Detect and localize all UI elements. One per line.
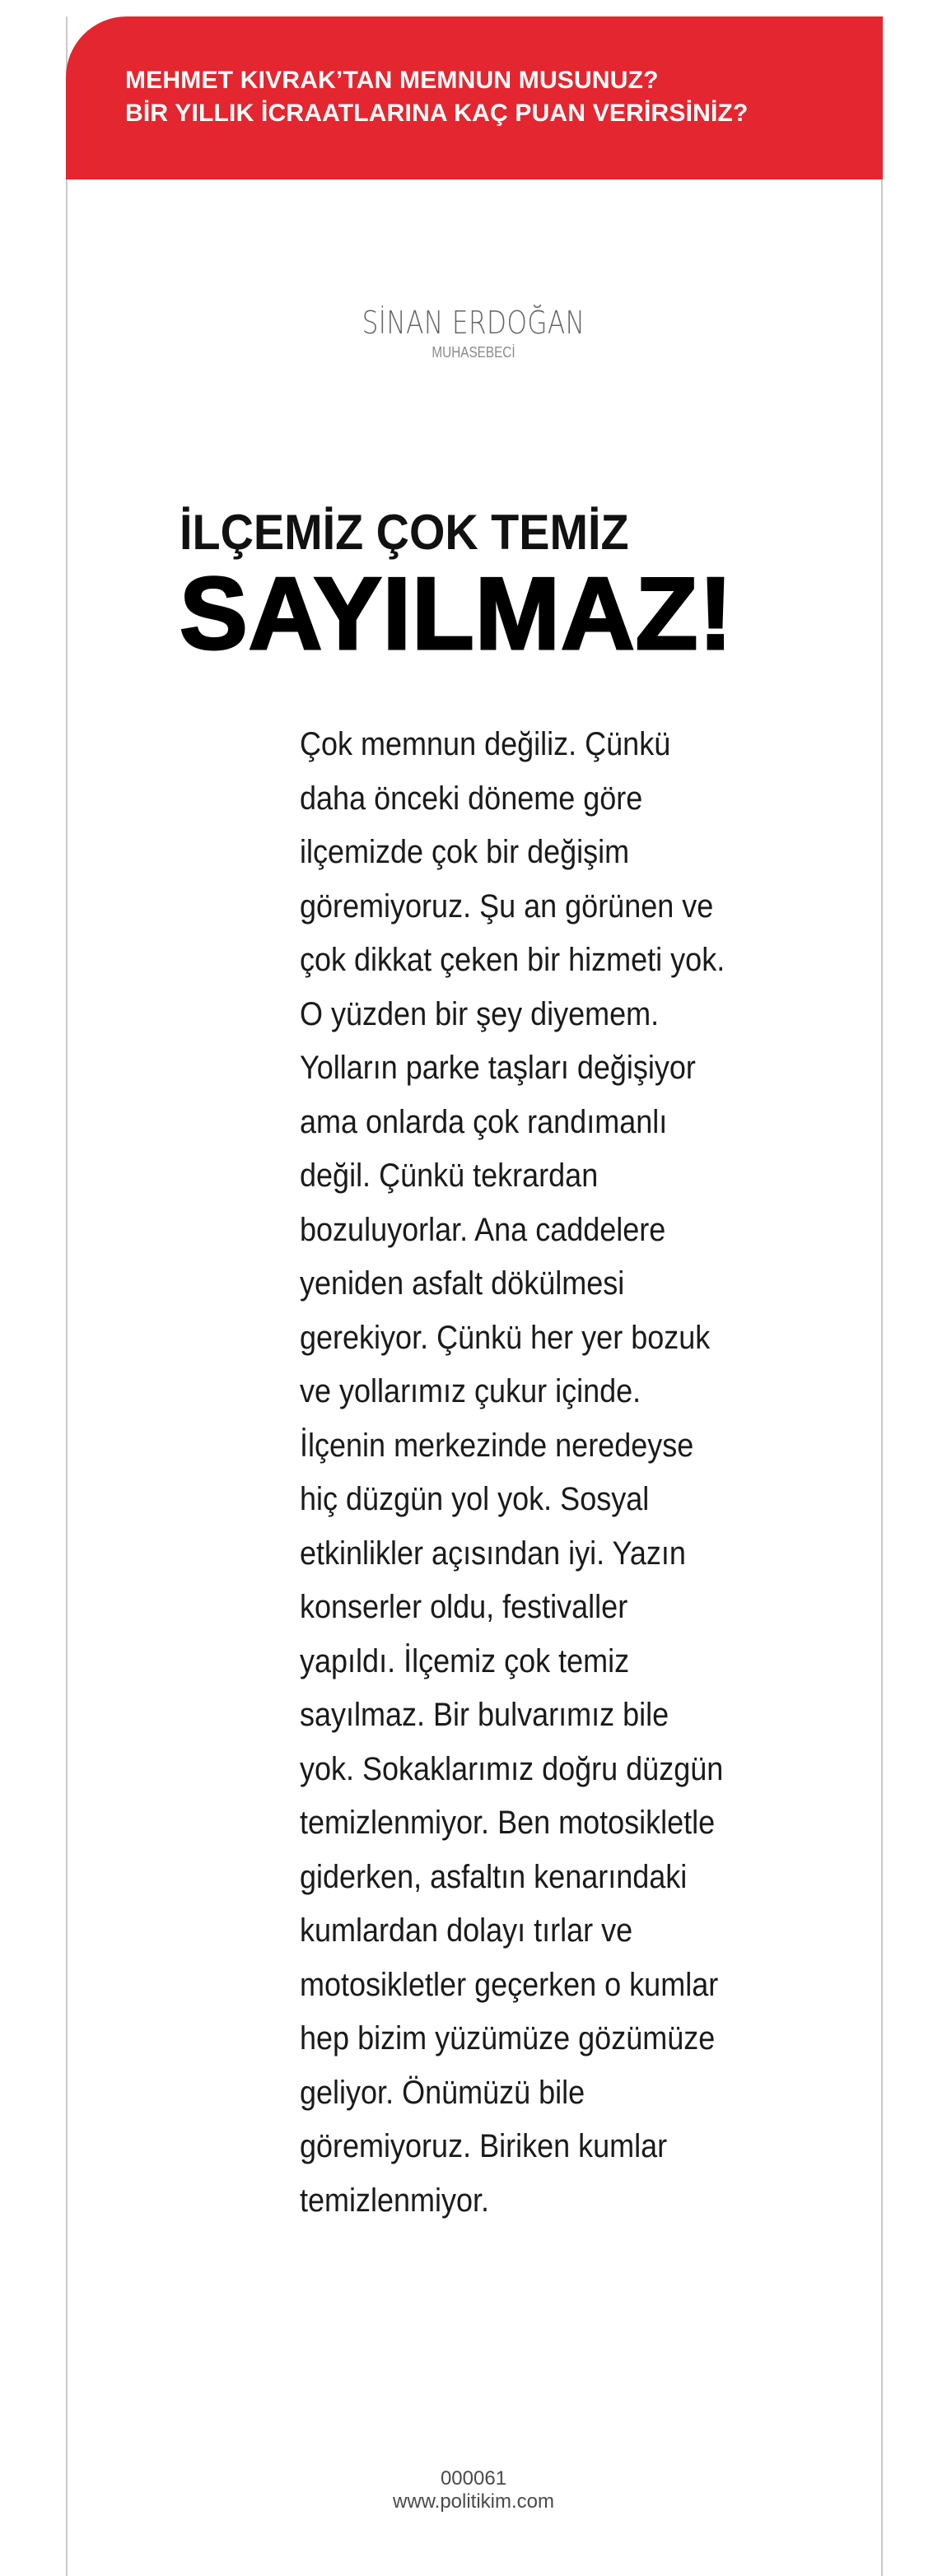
quote-body-line: değil. Çünkü tekrardan [300,1158,599,1194]
quote-body-line: yeniden asfalt dökülmesi [300,1265,625,1302]
quote-body-line: ve yollarımız çukur içinde. [300,1373,641,1409]
quote-body-line: Çok memnun değiliz. Çünkü [300,726,671,762]
quote-body [300,718,786,2228]
quote-body-line: İlçenin merkezinde neredeyse [300,1427,694,1464]
quote-body-line: hep bizim yüzümüze gözümüze [300,2020,716,2057]
footer-website: www.politikim.com [392,2490,555,2513]
quote-body-line: ilçemizde çok bir değişim [300,834,630,870]
headline-top-line: İLÇEMİZ ÇOK TEMİZ [180,505,629,560]
quote-body-line: yok. Sokaklarımız doğru düzgün [300,1750,724,1787]
quote-body-line: etkinlikler açısından iyi. Yazın [300,1535,686,1572]
quote-body-line: temizlenmiyor. [300,2182,490,2219]
quote-body-line: temizlenmiyor. Ben motosikletle [300,1805,716,1841]
quote-body-line: geliyor. Önümüzü bile [300,2074,585,2111]
quote-body-line: göremiyoruz. Biriken kumlar [300,2128,668,2164]
respondent-occupation: MUHASEBECİ [432,344,515,361]
quote-body-line: konserler oldu, festivaller [300,1589,628,1625]
quote-body-line: motosikletler geçerken o kumlar [300,1966,719,2003]
quote-body-line: bozuluyorlar. Ana caddelere [300,1211,666,1248]
question-banner [66,16,883,179]
banner-question-line-2: BİR YILLIK İCRAATLARINA KAÇ PUAN VERİRSİNİZ? [125,100,749,127]
quote-body-line: çok dikkat çeken bir hizmeti yok. [300,942,725,978]
quote-body-line: hiç düzgün yol yok. Sosyal [300,1481,650,1517]
banner-question-line-1: MEHMET KIVRAK’TAN MEMNUN MUSUNUZ? [125,67,659,94]
quote-body-line: yapıldı. İlçemiz çok temiz [300,1642,630,1679]
quote-body-line: giderken, asfaltın kenarındaki [300,1858,688,1895]
headline [180,504,734,671]
quote-body-line: Yolların parke taşları değişiyor [300,1050,696,1086]
footer [0,2467,947,2513]
quote-body-line: sayılmaz. Bir bulvarımız bile [300,1697,669,1733]
footer-code: 000061 [440,2467,507,2490]
quote-body-line: göremiyoruz. Şu an görünen ve [300,887,714,925]
quote-body-line: daha önceki döneme göre [300,780,643,817]
quote-body-line: O yüzden bir şey diyemem. [300,995,660,1032]
headline-main-line: SAYILMAZ! [180,557,734,671]
quote-body-line: kumlardan dolayı tırlar ve [300,1912,633,1949]
respondent-name: SİNAN ERDOĞAN [362,305,585,341]
quote-body-line: ama onlarda çok randımanlı [300,1103,668,1140]
quote-body-line: gerekiyor. Çünkü her yer bozuk [300,1319,711,1356]
respondent-info [0,305,947,361]
